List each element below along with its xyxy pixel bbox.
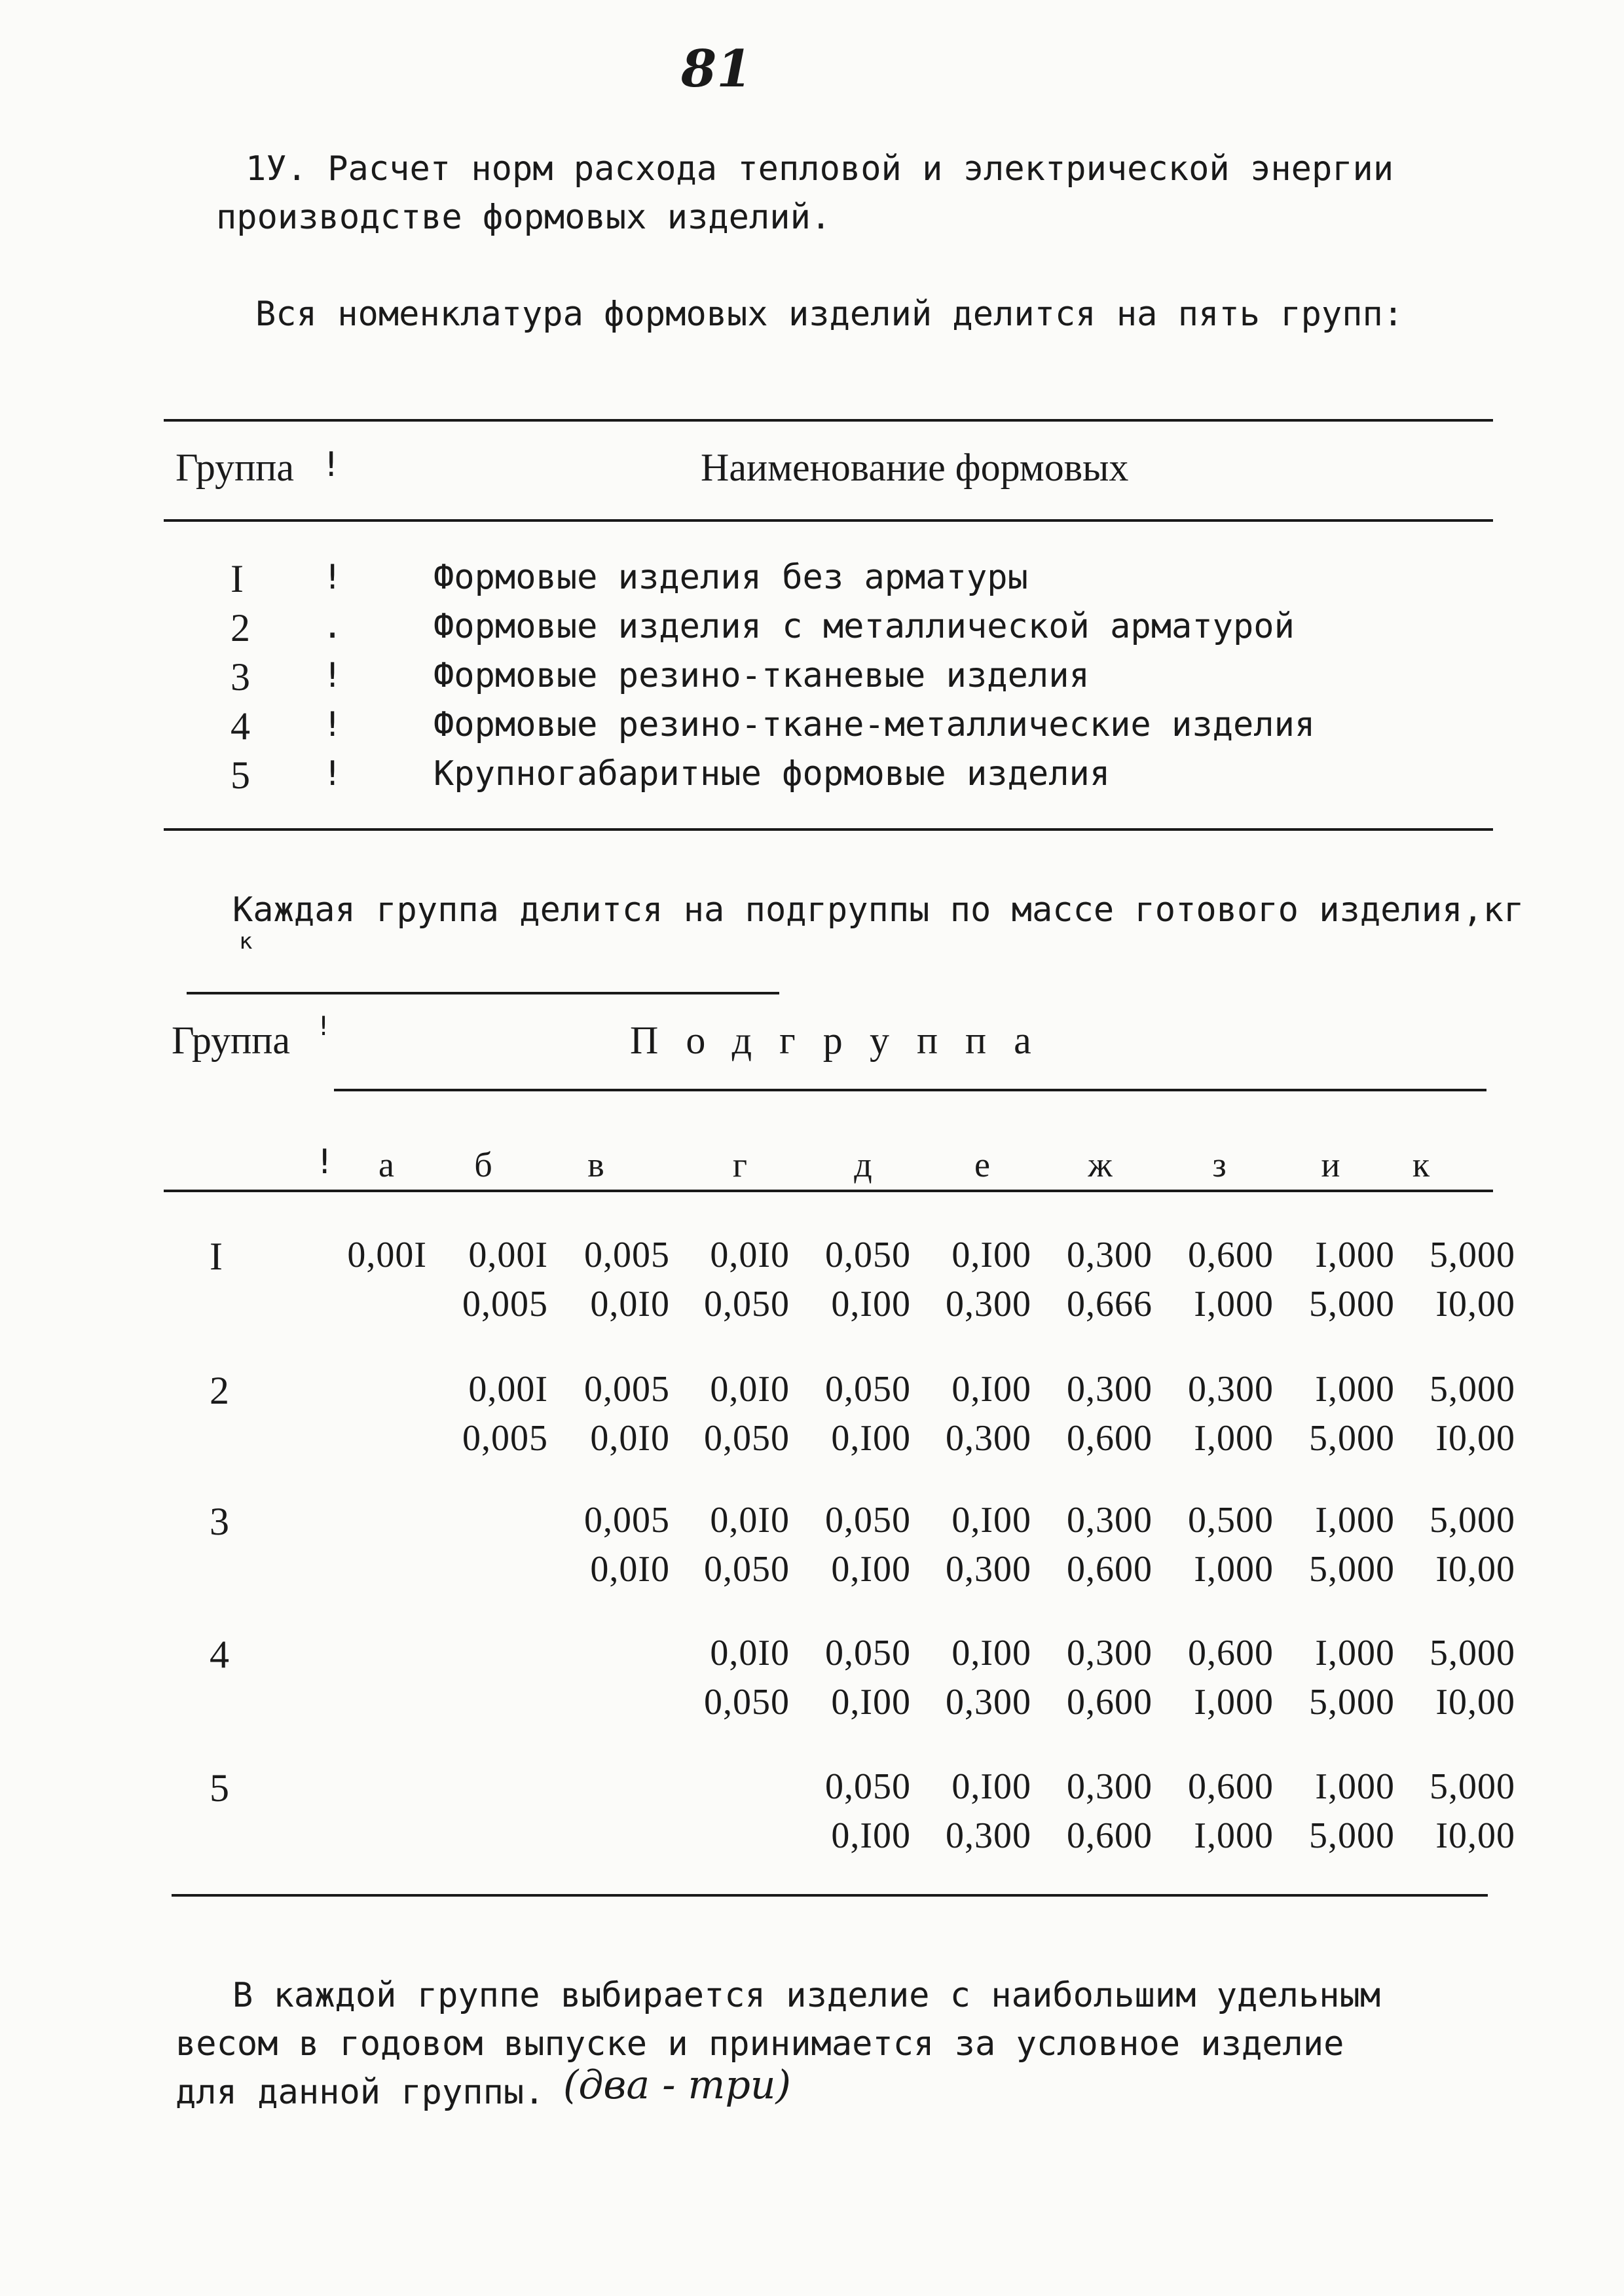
table2-cell: 0,I00 <box>951 1766 1031 1807</box>
subgroup-intro-underline-mark: к <box>239 928 253 955</box>
table2-cell: 0,I00 <box>951 1369 1031 1410</box>
section-title-line-2: производстве формовых изделий. <box>216 198 832 237</box>
table2-cell: 0,050 <box>825 1369 911 1410</box>
section-title-line-1: 1У. Расчет норм расхода тепловой и электрической энергии <box>246 149 1394 189</box>
table1-row-num: 2 <box>231 606 250 649</box>
intro-text: Вся номенклатура формовых изделий делится на пять групп: <box>255 295 1404 334</box>
table2-subgroup-label: ж <box>1088 1145 1113 1184</box>
table2-cell: I0,00 <box>1435 1284 1515 1324</box>
table2-cell: 0,005 <box>462 1284 548 1324</box>
table2-subgroup-label: е <box>974 1145 990 1184</box>
table1-header-group: Группа <box>175 446 294 489</box>
table2-header-separator: ! <box>316 1011 332 1042</box>
table2-cell: 0,0I0 <box>590 1549 670 1590</box>
table2-cell: 0,0I0 <box>590 1284 670 1324</box>
table2-cell: 0,050 <box>704 1549 790 1590</box>
table2-cell: 0,050 <box>825 1633 911 1673</box>
table2-cell: 0,050 <box>704 1284 790 1324</box>
table2-cell: 5,000 <box>1430 1369 1515 1410</box>
table2-group-number: I <box>210 1235 223 1278</box>
table2-subgroup-label: в <box>587 1145 604 1184</box>
table2-cell: 0,00I <box>468 1235 548 1275</box>
table2-cell: 0,600 <box>1067 1549 1153 1590</box>
table2-cell: 0,00I <box>347 1235 427 1275</box>
table2-cell: 5,000 <box>1430 1235 1515 1275</box>
table2-subgroup-label: г <box>732 1145 748 1184</box>
table2-cell: 0,I00 <box>831 1418 911 1459</box>
table2-subgroup-label: а <box>378 1145 394 1184</box>
table2-cell: I,000 <box>1194 1549 1274 1590</box>
table2-cell: 0,I00 <box>831 1682 911 1722</box>
table2-cell: 0,I00 <box>831 1284 911 1324</box>
table2-cell: 0,005 <box>584 1369 670 1410</box>
table2-cell: 5,000 <box>1430 1766 1515 1807</box>
table2-group-number: 3 <box>210 1500 229 1543</box>
table2-subgroup-label: д <box>854 1145 872 1184</box>
table2-cell: I,000 <box>1194 1418 1274 1459</box>
table2-sub-separator: ! <box>314 1142 335 1182</box>
table2-cell: 0,300 <box>946 1815 1031 1856</box>
table2-cell: 0,0I0 <box>590 1418 670 1459</box>
table2-cell: 5,000 <box>1309 1815 1395 1856</box>
table2-cell: 0,0I0 <box>710 1369 790 1410</box>
table2-cell: I,000 <box>1315 1766 1395 1807</box>
table1-row-text: Формовые изделия с металлической арматурой <box>434 607 1295 646</box>
table1-row-num: 4 <box>231 704 250 748</box>
table1-row-sep: ! <box>322 754 343 793</box>
table1-bottom-rule <box>164 828 1493 831</box>
table2-cell: 5,000 <box>1430 1500 1515 1540</box>
table2-cell: 0,300 <box>946 1549 1031 1590</box>
table2-cell: 0,300 <box>1067 1369 1153 1410</box>
table2-cell: 0,300 <box>1188 1369 1274 1410</box>
table2-cell: 0,300 <box>946 1284 1031 1324</box>
table2-cell: I0,00 <box>1435 1682 1515 1722</box>
footer-line-2: весом в годовом выпуске и принимается за условное изделие <box>175 2024 1344 2064</box>
table2-cell: 0,300 <box>1067 1235 1153 1275</box>
table1-row-num: 5 <box>231 754 250 797</box>
table2-cell: 0,0I0 <box>710 1500 790 1540</box>
table2-cell: 0,600 <box>1188 1633 1274 1673</box>
table2-cell: 0,005 <box>584 1500 670 1540</box>
table2-cell: 0,050 <box>704 1682 790 1722</box>
table1-row-sep: ! <box>322 705 343 744</box>
table2-group-number: 5 <box>210 1766 229 1810</box>
table2-cell: 5,000 <box>1309 1284 1395 1324</box>
table2-cell: 5,000 <box>1309 1682 1395 1722</box>
table2-cell: 0,500 <box>1188 1500 1274 1540</box>
table2-cell: 0,I00 <box>951 1500 1031 1540</box>
handwritten-note: (два - три) <box>563 2062 791 2108</box>
table2-cell: 0,I00 <box>951 1633 1031 1673</box>
table2-cell: 0,300 <box>1067 1500 1153 1540</box>
table2-cell: I,000 <box>1194 1815 1274 1856</box>
table2-cell: 0,600 <box>1188 1235 1274 1275</box>
table2-subgroup-label: к <box>1412 1145 1430 1184</box>
table2-subgroup-label: з <box>1212 1145 1227 1184</box>
table1-row-text: Формовые резино-тканевые изделия <box>434 656 1090 695</box>
table2-cell: I,000 <box>1194 1284 1274 1324</box>
table2-cell: I0,00 <box>1435 1418 1515 1459</box>
table1-row-text: Формовые изделия без арматуры <box>434 558 1028 597</box>
table1-header-rule <box>164 519 1493 522</box>
table1-header-name: Наименование формовых <box>701 446 1129 489</box>
table1-row-text: Крупногабаритные формовые изделия <box>434 754 1111 793</box>
table2-cell: 0,666 <box>1067 1284 1153 1324</box>
table2-cell: I,000 <box>1315 1500 1395 1540</box>
table2-cell: 0,00I <box>468 1369 548 1410</box>
table1-row-sep: . <box>322 607 343 646</box>
page-number: 81 <box>681 39 752 99</box>
table2-cell: 5,000 <box>1309 1418 1395 1459</box>
table2-cell: I,000 <box>1315 1633 1395 1673</box>
table1-header-separator: ! <box>321 445 342 484</box>
footer-line-1: В каждой группе выбирается изделие с наибольшим удельным <box>232 1976 1381 2015</box>
table2-subgroup-label: б <box>474 1145 492 1184</box>
table2-cell: 0,0I0 <box>710 1235 790 1275</box>
table2-cell: 0,300 <box>946 1418 1031 1459</box>
table2-group-number: 4 <box>210 1633 229 1676</box>
table2-subgroup-rule <box>334 1089 1486 1091</box>
table1-row-text: Формовые резино-ткане-металлические изделия <box>434 705 1316 744</box>
table2-header-rule <box>164 1190 1493 1192</box>
table2-group-number: 2 <box>210 1369 229 1412</box>
table2-cell: 0,005 <box>584 1235 670 1275</box>
table2-cell: 0,0I0 <box>710 1633 790 1673</box>
table2-cell: 0,050 <box>825 1766 911 1807</box>
table2-bottom-rule <box>172 1894 1488 1897</box>
table2-cell: 0,300 <box>1067 1633 1153 1673</box>
table2-header-subgroup: Подгруппа <box>630 1019 1059 1062</box>
table2-cell: 5,000 <box>1430 1633 1515 1673</box>
table2-cell: 0,005 <box>462 1418 548 1459</box>
table2-cell: 0,600 <box>1067 1682 1153 1722</box>
table1-row-sep: ! <box>322 656 343 695</box>
table2-cell: 0,600 <box>1067 1815 1153 1856</box>
table2-cell: 0,050 <box>704 1418 790 1459</box>
table2-cell: I,000 <box>1194 1682 1274 1722</box>
table2-cell: 0,300 <box>1067 1766 1153 1807</box>
table1-row-num: I <box>231 557 244 600</box>
footer-line-3: для данной группы. <box>175 2073 545 2112</box>
table1-row-num: 3 <box>231 655 250 699</box>
table2-cell: 0,300 <box>946 1682 1031 1722</box>
table2-subgroup-label: и <box>1321 1145 1340 1184</box>
table2-cell: 0,I00 <box>831 1549 911 1590</box>
table2-cell: 0,050 <box>825 1500 911 1540</box>
table2-cell: 0,600 <box>1188 1766 1274 1807</box>
table2-cell: 5,000 <box>1309 1549 1395 1590</box>
table1-row-sep: ! <box>322 558 343 597</box>
table2-top-rule <box>187 992 779 994</box>
table2-cell: 0,600 <box>1067 1418 1153 1459</box>
table2-cell: 0,050 <box>825 1235 911 1275</box>
table1-top-rule <box>164 419 1493 422</box>
table2-header-group: Группа <box>172 1019 290 1062</box>
table2-cell: I,000 <box>1315 1235 1395 1275</box>
subgroup-intro: Каждая группа делится на подгруппы по массе готового изделия,кг <box>232 890 1524 930</box>
table2-cell: I,000 <box>1315 1369 1395 1410</box>
table2-cell: 0,I00 <box>831 1815 911 1856</box>
table2-cell: I0,00 <box>1435 1549 1515 1590</box>
table2-cell: 0,I00 <box>951 1235 1031 1275</box>
table2-cell: I0,00 <box>1435 1815 1515 1856</box>
